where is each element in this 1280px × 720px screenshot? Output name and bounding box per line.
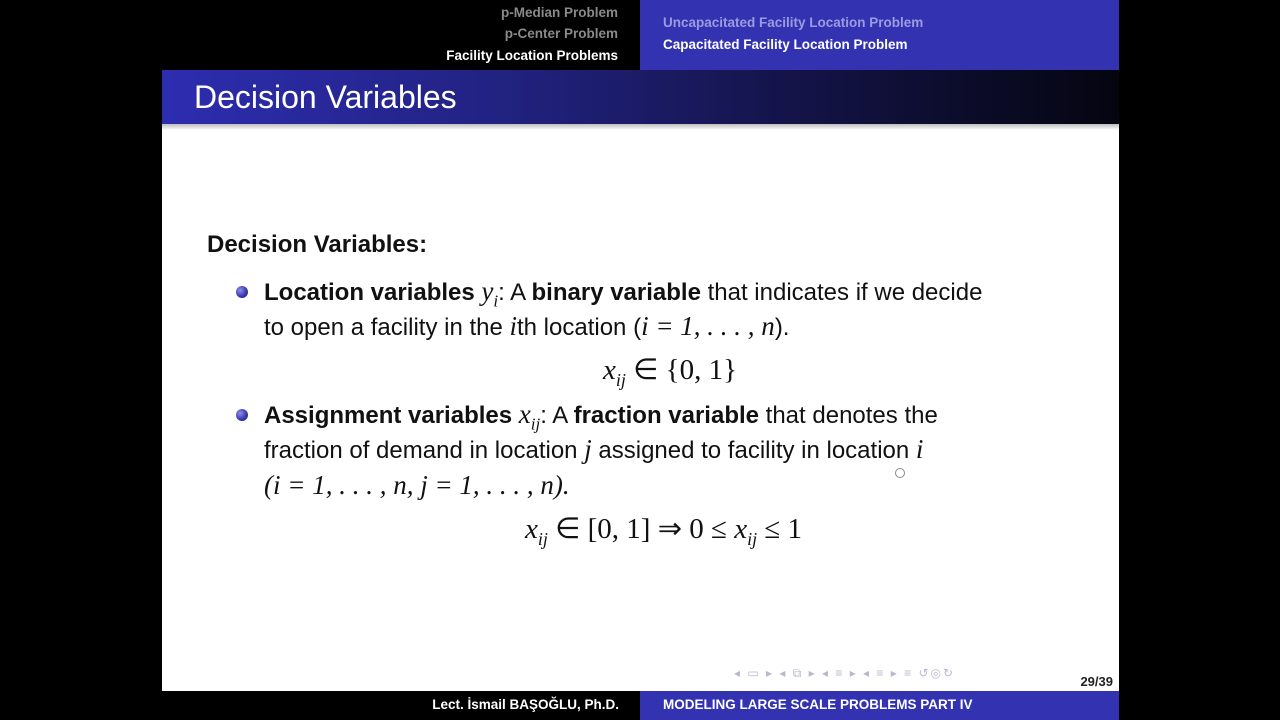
page-number: 29/39 bbox=[1080, 674, 1113, 689]
footer-course: MODELING LARGE SCALE PROBLEMS PART IV bbox=[663, 697, 973, 712]
content-heading: Decision Variables: bbox=[207, 231, 428, 258]
bullet1-line2: to open a facility in the ith location (i = 1, . . . , n). bbox=[264, 311, 790, 341]
footer-author: Lect. İsmail BAŞOĞLU, Ph.D. bbox=[432, 697, 619, 712]
bullet1-line1 bbox=[264, 276, 982, 311]
bullet2-equation: $x_{ij}$ ∈ [0, 1] ⇒ $0 \le x_{ij} \le 1$ bbox=[525, 513, 802, 549]
nav-item-uncapacitated[interactable]: Uncapacitated Facility Location Problem bbox=[663, 15, 924, 30]
footer-course-box bbox=[640, 691, 1119, 720]
bullet1-sep: : A bbox=[498, 279, 532, 306]
beamer-navigation-icons[interactable]: ◂ ▭ ▸ ◂ ⧉ ▸ ◂ ≡ ▸ ◂ ≡ ▸ ≡ ↺◎↻ bbox=[734, 666, 956, 680]
bullet-icon bbox=[236, 409, 248, 421]
nav-item-p-center[interactable]: p-Center Problem bbox=[504, 26, 618, 41]
nav-item-capacitated[interactable]: Capacitated Facility Location Problem bbox=[663, 37, 908, 52]
footer-author-box bbox=[162, 691, 640, 720]
bullet2-variable: $x_{ij}$ bbox=[518, 399, 541, 434]
mouse-cursor-icon bbox=[895, 468, 905, 478]
slide bbox=[162, 0, 1119, 720]
bullet1-rest: that indicates if we decide bbox=[700, 279, 983, 306]
bullet2-bold: fraction variable bbox=[573, 402, 759, 429]
bullet2-line1 bbox=[264, 399, 938, 434]
bullet1-bold: binary variable bbox=[531, 279, 701, 306]
bullet1-term: Location variables bbox=[264, 279, 475, 306]
slide-title: Decision Variables bbox=[194, 79, 457, 115]
bullet-icon bbox=[236, 286, 248, 298]
nav-item-p-median[interactable]: p-Median Problem bbox=[500, 5, 618, 20]
bullet2-rest: that denotes the bbox=[759, 402, 938, 429]
slide-content bbox=[162, 0, 1119, 720]
bullet1-equation: $x_{ij}$ ∈ {0, 1} bbox=[603, 354, 737, 390]
bullet2-line3: (i = 1, . . . , n, j = 1, . . . , n). bbox=[264, 470, 570, 500]
bullet2-sep: : A bbox=[540, 402, 574, 429]
bullet1-variable: $y_i$ bbox=[481, 276, 499, 311]
nav-item-facility-location[interactable]: Facility Location Problems bbox=[446, 48, 618, 63]
bullet2-line2: fraction of demand in location j assigned to facility in location i bbox=[264, 434, 924, 464]
bullet2-term: Assignment variables bbox=[264, 402, 513, 429]
